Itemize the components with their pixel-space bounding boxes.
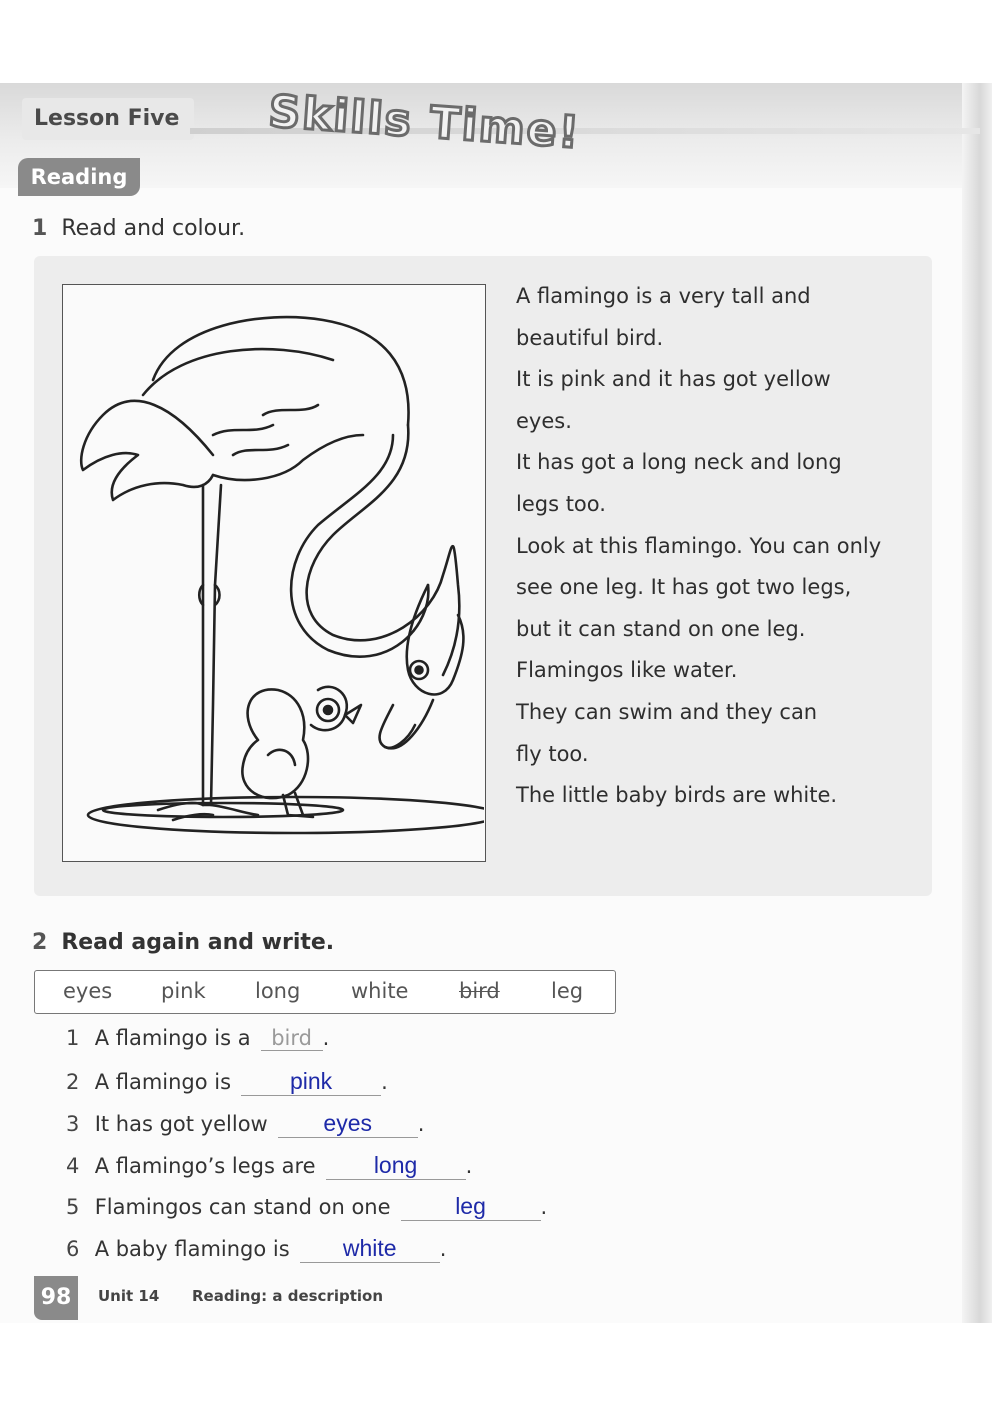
footer-unit: Unit 14 <box>98 1287 160 1305</box>
question-end: . <box>417 1112 425 1136</box>
passage-line: eyes. <box>516 408 572 433</box>
page-title: Skills Time! <box>266 86 583 159</box>
question-number: 2 <box>66 1070 80 1094</box>
question-text: A baby flamingo is <box>94 1237 290 1261</box>
question-end: . <box>465 1154 473 1178</box>
question-number: 5 <box>66 1195 80 1219</box>
word-bank-item: white <box>351 979 409 1003</box>
passage-line: It is pink and it has got yellow <box>516 367 831 392</box>
passage-line: but it can stand on one leg. <box>516 616 806 641</box>
word-bank-item: pink <box>161 979 206 1003</box>
question-end: . <box>439 1237 447 1261</box>
passage-line: beautiful bird. <box>516 325 664 350</box>
flamingo-drawing <box>63 285 484 860</box>
answer-blank[interactable]: white <box>300 1235 440 1263</box>
footer-topic: Reading: a description <box>192 1287 384 1305</box>
question-row <box>66 1193 547 1233</box>
question-row <box>66 1068 388 1108</box>
answer-blank[interactable]: leg <box>401 1193 541 1221</box>
exercise-number: 1 <box>32 216 48 241</box>
answer-blank[interactable]: pink <box>241 1068 381 1096</box>
passage-line: They can swim and they can <box>516 699 818 724</box>
lesson-label: Lesson Five <box>22 98 194 140</box>
exercise-1-heading <box>32 216 245 241</box>
passage-line: It has got a long neck and long <box>516 450 842 475</box>
question-text: A flamingo’s legs are <box>94 1154 316 1178</box>
passage-line: see one leg. It has got two legs, <box>516 575 852 600</box>
question-row <box>66 1235 446 1275</box>
question-row <box>66 1026 329 1066</box>
word-bank <box>34 970 616 1014</box>
answer-blank[interactable]: long <box>326 1152 466 1180</box>
question-row <box>66 1152 472 1192</box>
exercise-instruction: Read again and write. <box>61 930 335 955</box>
example-answer: bird <box>261 1026 323 1051</box>
question-text: A flamingo is <box>94 1070 232 1094</box>
answer-blank[interactable]: eyes <box>278 1110 418 1138</box>
question-end: . <box>540 1195 548 1219</box>
word-bank-item-struck: bird <box>459 979 500 1003</box>
section-badge: Reading <box>18 158 140 196</box>
question-text: Flamingos can stand on one <box>94 1195 391 1219</box>
word-bank-item: long <box>255 979 301 1003</box>
question-number: 1 <box>66 1026 80 1050</box>
reading-passage <box>516 276 916 817</box>
question-number: 6 <box>66 1237 80 1261</box>
question-text: A flamingo is a <box>94 1026 251 1050</box>
question-number: 4 <box>66 1154 80 1178</box>
exercise-number: 2 <box>32 930 48 955</box>
question-end: . <box>322 1026 330 1050</box>
question-end: . <box>381 1070 388 1094</box>
page-number: 98 <box>34 1276 78 1320</box>
question-row <box>66 1110 424 1150</box>
exercise-2-heading <box>32 930 334 955</box>
flamingo-picture[interactable] <box>62 284 486 862</box>
question-text: It has got yellow <box>94 1112 268 1136</box>
exercise-instruction: Read and colour. <box>61 216 246 241</box>
word-bank-item: leg <box>551 979 584 1003</box>
passage-line: The little baby birds are white. <box>516 783 838 808</box>
page-edge-shadow <box>962 83 992 1323</box>
passage-line: legs too. <box>516 491 606 516</box>
question-number: 3 <box>66 1112 80 1136</box>
passage-line: A flamingo is a very tall and <box>516 284 811 308</box>
word-bank-item: eyes <box>63 979 113 1003</box>
passage-line: Look at this flamingo. You can only <box>516 533 882 558</box>
passage-line: Flamingos like water. <box>516 658 738 683</box>
passage-line: fly too. <box>516 741 589 766</box>
